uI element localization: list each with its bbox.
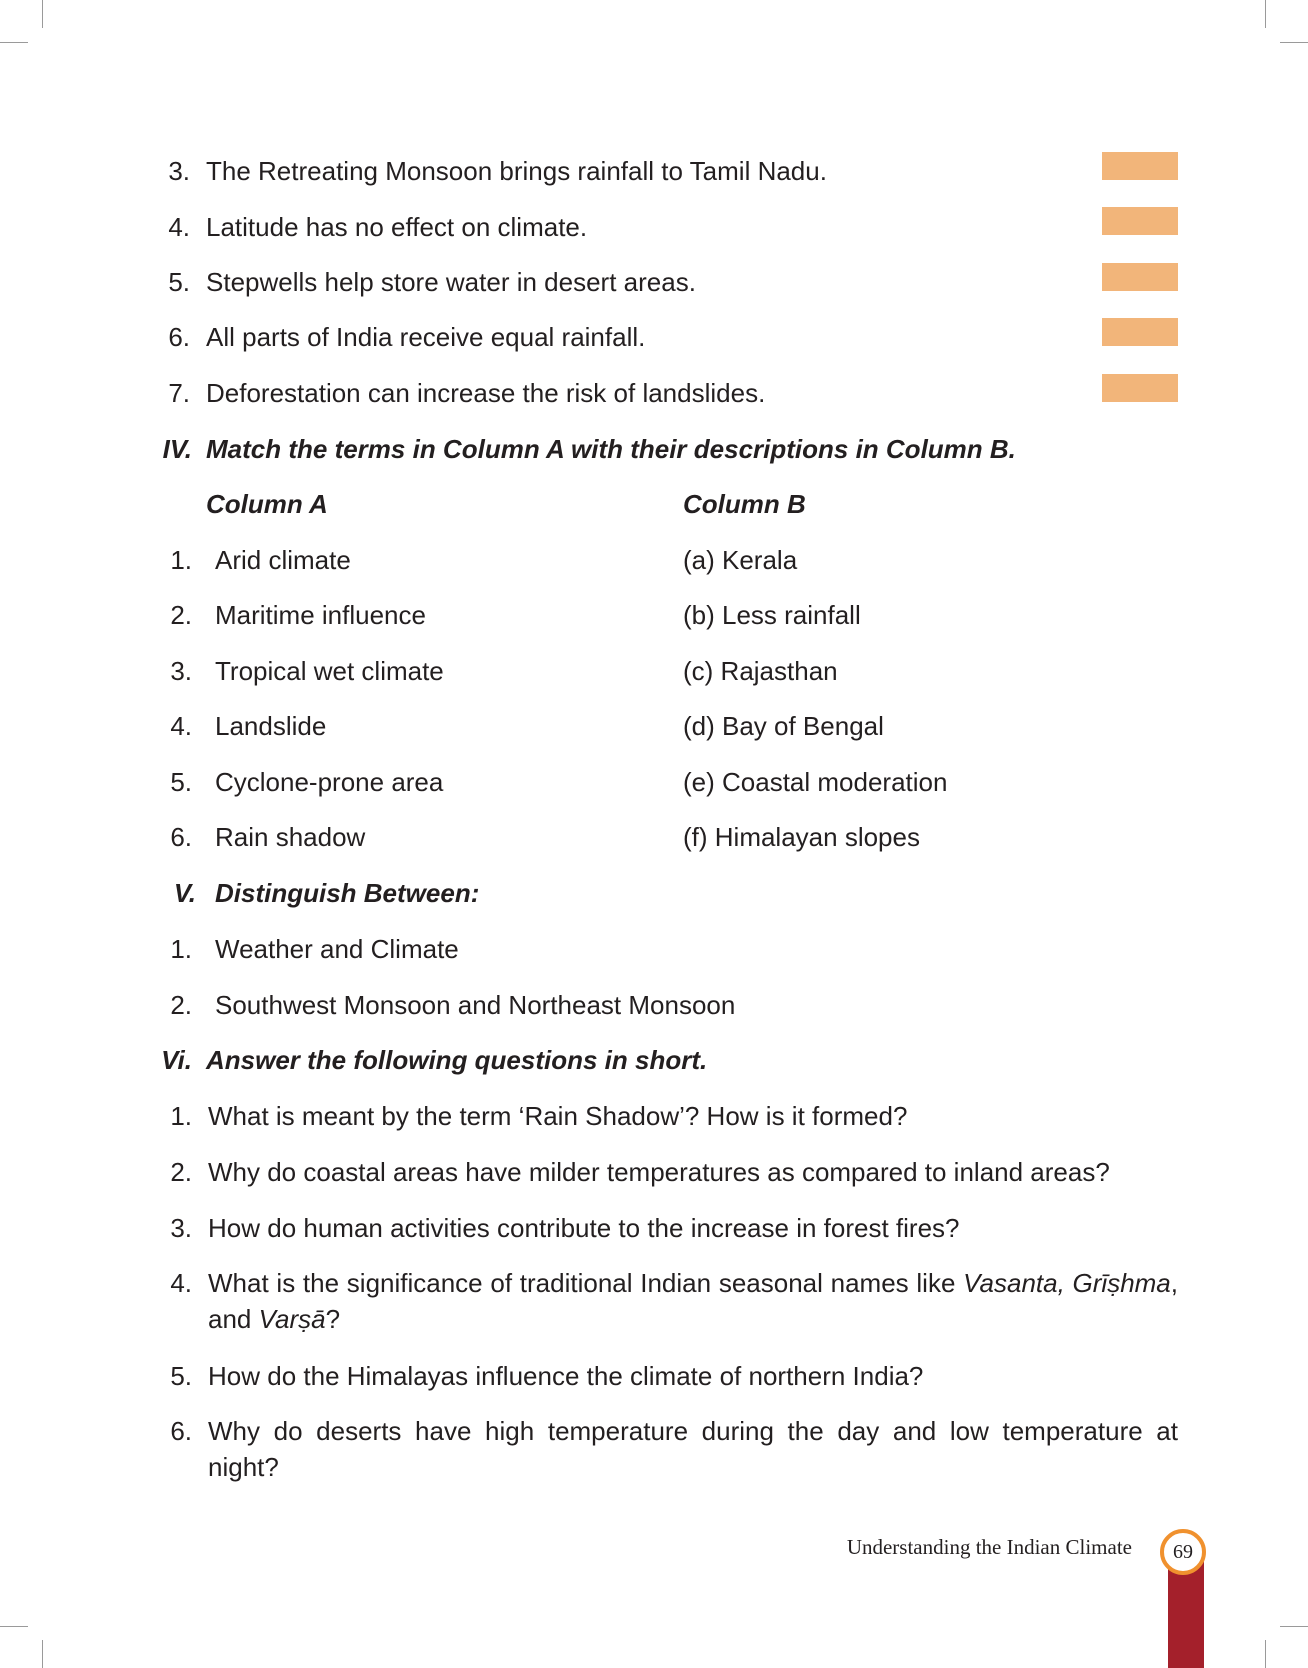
question-text: What is meant by the term ‘Rain Shadow’? How is it formed?: [208, 1101, 908, 1131]
question: [170, 1210, 1178, 1246]
item-number: 3.: [168, 156, 190, 186]
question-text: , and: [208, 1268, 1179, 1334]
column-b-title: Column B: [683, 489, 806, 519]
item-text: The Retreating Monsoon brings rainfall to Tamil Nadu.: [206, 156, 827, 186]
section-title: Answer the following questions in short.: [206, 1045, 708, 1075]
crop-mark: [1265, 1640, 1266, 1668]
answer-box[interactable]: [1102, 374, 1178, 402]
item-text: All parts of India receive equal rainfall.: [206, 322, 646, 352]
section-number: IV.: [162, 434, 192, 464]
column-b-description: (f) Himalayan slopes: [683, 822, 920, 852]
question: [170, 1154, 1178, 1190]
column-a-title: Column A: [206, 489, 328, 519]
crop-mark: [42, 1640, 43, 1668]
column-a-term: Rain shadow: [215, 822, 366, 852]
season-names: Vasanta, Grīṣhma: [963, 1268, 1171, 1298]
row-number: 2.: [170, 600, 192, 630]
item-number: 7.: [168, 378, 190, 408]
crop-mark: [1265, 0, 1266, 28]
question-number: 3.: [170, 1213, 192, 1243]
section-number: Vi.: [161, 1045, 192, 1075]
question-text: ?: [325, 1304, 341, 1334]
question-text: Why do coastal areas have milder temperatures as compared to inland areas?: [208, 1157, 1110, 1187]
row-number: 1.: [170, 545, 192, 575]
question-text: How do the Himalayas influence the climate of northern India?: [208, 1361, 924, 1391]
row-number: 4.: [170, 711, 192, 741]
item-number: 6.: [168, 322, 190, 352]
crop-mark: [1280, 1626, 1308, 1627]
column-b-description: (b) Less rainfall: [683, 600, 861, 630]
column-b-description: (c) Rajasthan: [683, 656, 838, 686]
column-b-description: (a) Kerala: [683, 545, 798, 575]
question: [170, 1413, 1178, 1485]
item-text: Latitude has no effect on climate.: [206, 212, 588, 242]
question-number: 5.: [170, 1361, 192, 1391]
column-a-term: Landslide: [215, 711, 327, 741]
question-text: What is the significance of traditional Indian seasonal names like: [208, 1268, 964, 1298]
season-name: Varṣā: [258, 1304, 326, 1334]
item-number: 5.: [168, 267, 190, 297]
row-number: 3.: [170, 656, 192, 686]
question-number: 6.: [170, 1416, 192, 1446]
question: [170, 1358, 1178, 1394]
answer-box[interactable]: [1102, 152, 1178, 180]
row-number: 5.: [170, 767, 192, 797]
question-text: Why do deserts have high temperature during the day and low temperature at night?: [208, 1416, 1178, 1482]
answer-box[interactable]: [1102, 318, 1178, 346]
row-number: 6.: [170, 822, 192, 852]
item-number: 4.: [168, 212, 190, 242]
column-b-description: (d) Bay of Bengal: [683, 711, 884, 741]
crop-mark: [1280, 42, 1308, 43]
section-title: Distinguish Between:: [215, 878, 480, 908]
column-a-term: Arid climate: [215, 545, 351, 575]
question-text: How do human activities contribute to the increase in forest fires?: [208, 1213, 960, 1243]
item-text: Deforestation can increase the risk of landslides.: [206, 378, 766, 408]
crop-mark: [0, 1626, 28, 1627]
answer-box[interactable]: [1102, 207, 1178, 235]
question-number: 4.: [170, 1268, 192, 1298]
question-number: 2.: [170, 1157, 192, 1187]
question: [170, 1098, 1178, 1134]
column-a-term: Cyclone-prone area: [215, 767, 444, 797]
column-a-term: Maritime influence: [215, 600, 426, 630]
chapter-title: Understanding the Indian Climate: [846, 1535, 1132, 1559]
question: [170, 1265, 1179, 1337]
column-a-term: Tropical wet climate: [215, 656, 444, 686]
section-title: Match the terms in Column A with their descriptions in Column B.: [206, 434, 1016, 464]
page-number: 69: [1160, 1529, 1206, 1575]
answer-box[interactable]: [1102, 263, 1178, 291]
column-b-description: (e) Coastal moderation: [683, 767, 948, 797]
item-text: Stepwells help store water in desert areas.: [206, 267, 696, 297]
item-text: Southwest Monsoon and Northeast Monsoon: [215, 990, 736, 1020]
crop-mark: [0, 42, 28, 43]
question-number: 1.: [170, 1101, 192, 1131]
item-number: 1.: [170, 934, 192, 964]
item-number: 2.: [170, 990, 192, 1020]
crop-mark: [42, 0, 43, 28]
section-number: V.: [173, 878, 196, 908]
item-text: Weather and Climate: [215, 934, 459, 964]
